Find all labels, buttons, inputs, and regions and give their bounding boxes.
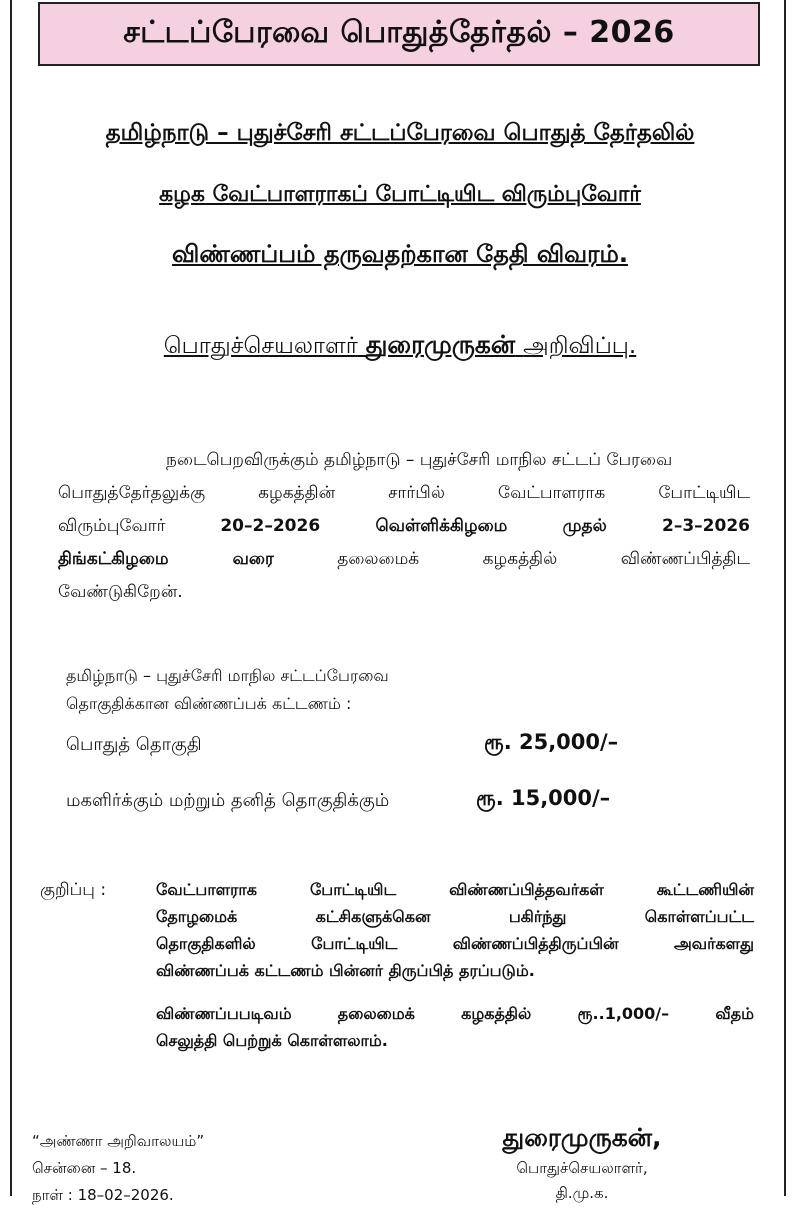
address-building: “அண்ணா அறிவாலயம்”: [32, 1132, 205, 1150]
note-line: வேட்பாளராக போட்டியிட விண்ணப்பித்தவர்கள் கூட்டணியின்: [156, 880, 754, 899]
paragraph-line-5: வேண்டுகிறேன்.: [58, 582, 183, 602]
note-paragraph-2: [156, 1000, 754, 1054]
fee-amount: ரூ. 25,000/–: [484, 730, 619, 754]
signatory-name: துரைமுருகன்,: [502, 1123, 662, 1152]
note-line: தொகுதிகளில் போட்டியிட விண்ணப்பித்திருப்பின் அவர்களது: [156, 934, 754, 953]
document-page: [10, 0, 786, 1204]
paragraph-line-4-post: தலைமைக் கழகத்தில் விண்ணப்பித்திட: [337, 549, 750, 569]
paragraph-line-1: நடைபெறவிருக்கும் தமிழ்நாடு – புதுச்சேரி மாநில சட்டப் பேரவை: [166, 450, 673, 470]
headline-line-1: தமிழ்நாடு – புதுச்சேரி சட்டப்பேரவை பொதுத் தேர்தலில்: [105, 120, 695, 146]
headline-line-4: [12, 330, 788, 363]
note-line: செலுத்தி பெற்றுக் கொள்ளலாம்.: [156, 1031, 388, 1050]
fee-amount: ரூ. 15,000/–: [476, 786, 611, 810]
paragraph-line-4: [58, 543, 750, 576]
headline-announcement: அறிவிப்பு.: [523, 333, 637, 359]
announcement-paragraph: [58, 444, 750, 609]
document-date: நாள் : 18–02–2026.: [32, 1186, 174, 1204]
headline-role: பொதுச்செயலாளர்: [163, 333, 358, 359]
note-line: விண்ணப்பக் கட்டணம் பின்னர் திருப்பித் தரப்படும்.: [156, 961, 535, 980]
note-line: தோழமைக் கட்சிகளுக்கென பகிர்ந்து கொள்ளப்பட்ட: [156, 907, 754, 926]
note-paragraph-1: [156, 876, 754, 984]
fee-label: பொதுத் தொகுதி: [66, 734, 202, 755]
note-label: குறிப்பு :: [40, 880, 107, 900]
fee-heading-line-1: தமிழ்நாடு – புதுச்சேரி மாநில சட்டப்பேரவை: [66, 666, 389, 685]
fee-heading-line-2: தொகுதிக்கான விண்ணப்பக் கட்டணம் :: [66, 694, 352, 713]
address-city: சென்னை – 18.: [32, 1159, 137, 1177]
headline-line-2: கழக வேட்பாளராகப் போட்டியிட விரும்புவோர்: [159, 182, 641, 207]
fee-label: மகளிர்க்கும் மற்றும் தனித் தொகுதிக்கும்: [66, 790, 390, 811]
address-block: [32, 1128, 204, 1209]
headline-line-3: விண்ணப்பம் தருவதற்கான தேதி விவரம்.: [172, 240, 628, 268]
note-line: விண்ணப்பபடிவம் தலைமைக் கழகத்தில் ரூ..1,000/– வீதம்: [156, 1004, 754, 1023]
fee-heading: [66, 662, 389, 718]
signature-block: [482, 1120, 682, 1206]
paragraph-line-3: [58, 510, 750, 543]
signatory-role: பொதுச்செயலாளர்,: [516, 1159, 648, 1177]
paragraph-line-2: பொதுத்தேர்தலுக்கு கழகத்தின் சார்பில் வேட்பாளராக போட்டியிட: [58, 483, 750, 503]
page-title: சட்டப்பேரவை பொதுத்தேர்தல் – 2026: [38, 2, 760, 66]
application-end-day: திங்கட்கிழமை வரை: [58, 549, 274, 569]
application-dates: 20–2–2026 வெள்ளிக்கிழமை முதல் 2–3–2026: [220, 516, 750, 536]
paragraph-line-3-pre: விரும்புவோர்: [58, 516, 166, 536]
fee-row-general: [66, 730, 756, 757]
headline-name: துரைமுருகன்: [365, 330, 516, 359]
organization-name: தி.மு.க.: [555, 1184, 609, 1202]
fee-row-women-reserved: [66, 786, 756, 813]
